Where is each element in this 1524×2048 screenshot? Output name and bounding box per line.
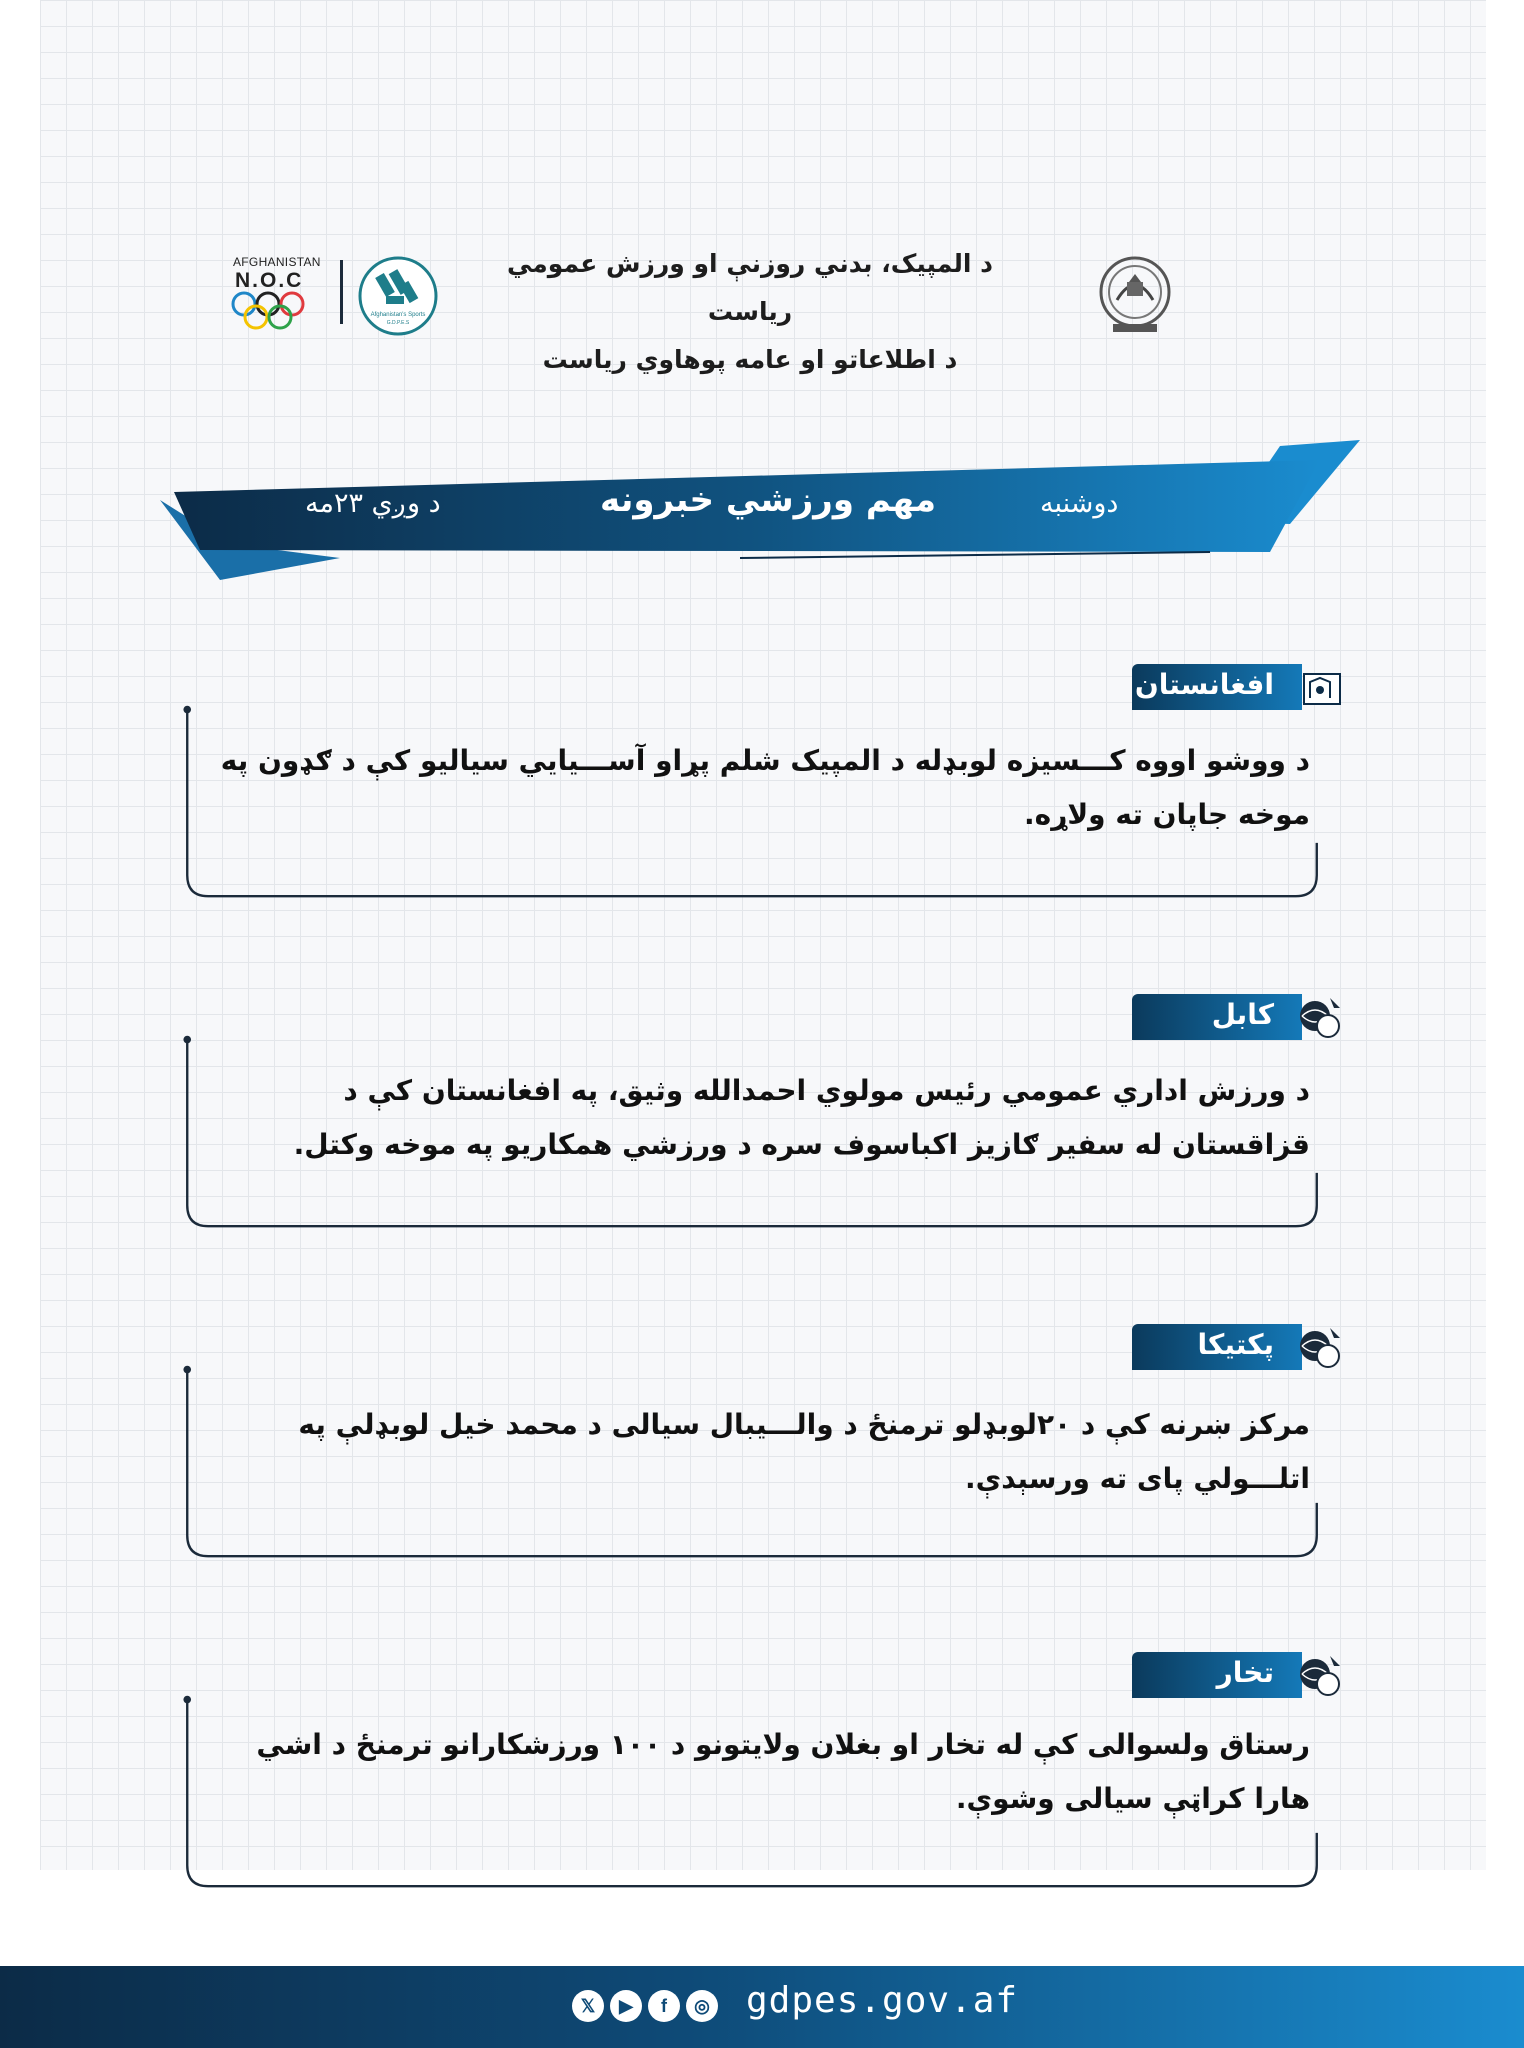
news-tag-label: تخار bbox=[1216, 1656, 1274, 1689]
news-text-4: رستاق ولسوالی کې له تخار او بغلان ولایتونو د ۱۰۰ ورزشکارانو ترمنځ د اشي هارا کراټې سیالی وشوې. bbox=[256, 1728, 1310, 1815]
globe-icon[interactable]: ◎ bbox=[686, 1990, 718, 2022]
banner-day: دوشنبه bbox=[1040, 488, 1119, 519]
news-text-3: مرکز ښرنه کې د ۲۰لوبډلو ترمنځ د والـــیبال سیالی د محمد خیل لوبډلې په اتلـــولي پای ته ورسېدې. bbox=[298, 1408, 1310, 1495]
header-line-2: د اطلاعاتو او عامه پوهاوي ریاست bbox=[542, 345, 958, 374]
header-logos bbox=[230, 250, 450, 340]
x-icon[interactable]: 𝕏 bbox=[572, 1990, 604, 2022]
noc-label: N.O.C bbox=[235, 269, 304, 292]
news-tag-label: افغانستان bbox=[1134, 668, 1274, 701]
header-line-1: د المپیک، بدني روزنې او ورزش عمومي ریاست bbox=[507, 249, 993, 326]
news-tag-label: پکتیکا bbox=[1197, 1328, 1274, 1361]
news-text-1: د ووشو اووه کـــسیزه لوبډله د المپیک شلم پړاو آســـیایي سیالیو کې د ګډون په موخه جاپان ته ولاړه. bbox=[220, 744, 1310, 831]
header-title-block bbox=[470, 240, 1030, 384]
news-text-2: د ورزش اداري عمومي رئیس مولوي احمدالله وثیق، په افغانستان کې د قزاقستان له سفیر ګازیز اکباسوف سره د ورزشي همکاریو په موخه وکتل. bbox=[293, 1074, 1310, 1161]
gdpes-subcaption: G.D.P.E.S bbox=[386, 320, 410, 326]
olympic-rings-icon bbox=[230, 290, 330, 336]
banner-date: د وږي ۲۳مه bbox=[305, 488, 441, 519]
banner-title: مهم ورزشي خبرونه bbox=[600, 480, 936, 520]
noc-country-label: AFGHANISTAN bbox=[233, 255, 321, 269]
gdpes-caption: Afghanistan's Sports bbox=[370, 312, 426, 318]
logo-divider bbox=[340, 260, 343, 324]
gdpes-logo-icon bbox=[356, 254, 440, 338]
national-emblem-icon bbox=[1095, 252, 1175, 338]
facebook-icon[interactable]: f bbox=[648, 1990, 680, 2022]
footer-bar bbox=[0, 1966, 1524, 2048]
youtube-icon[interactable]: ▶ bbox=[610, 1990, 642, 2022]
website-link[interactable]: gdpes.gov.af bbox=[746, 1980, 1019, 2021]
news-tag-label: کابل bbox=[1211, 998, 1274, 1031]
